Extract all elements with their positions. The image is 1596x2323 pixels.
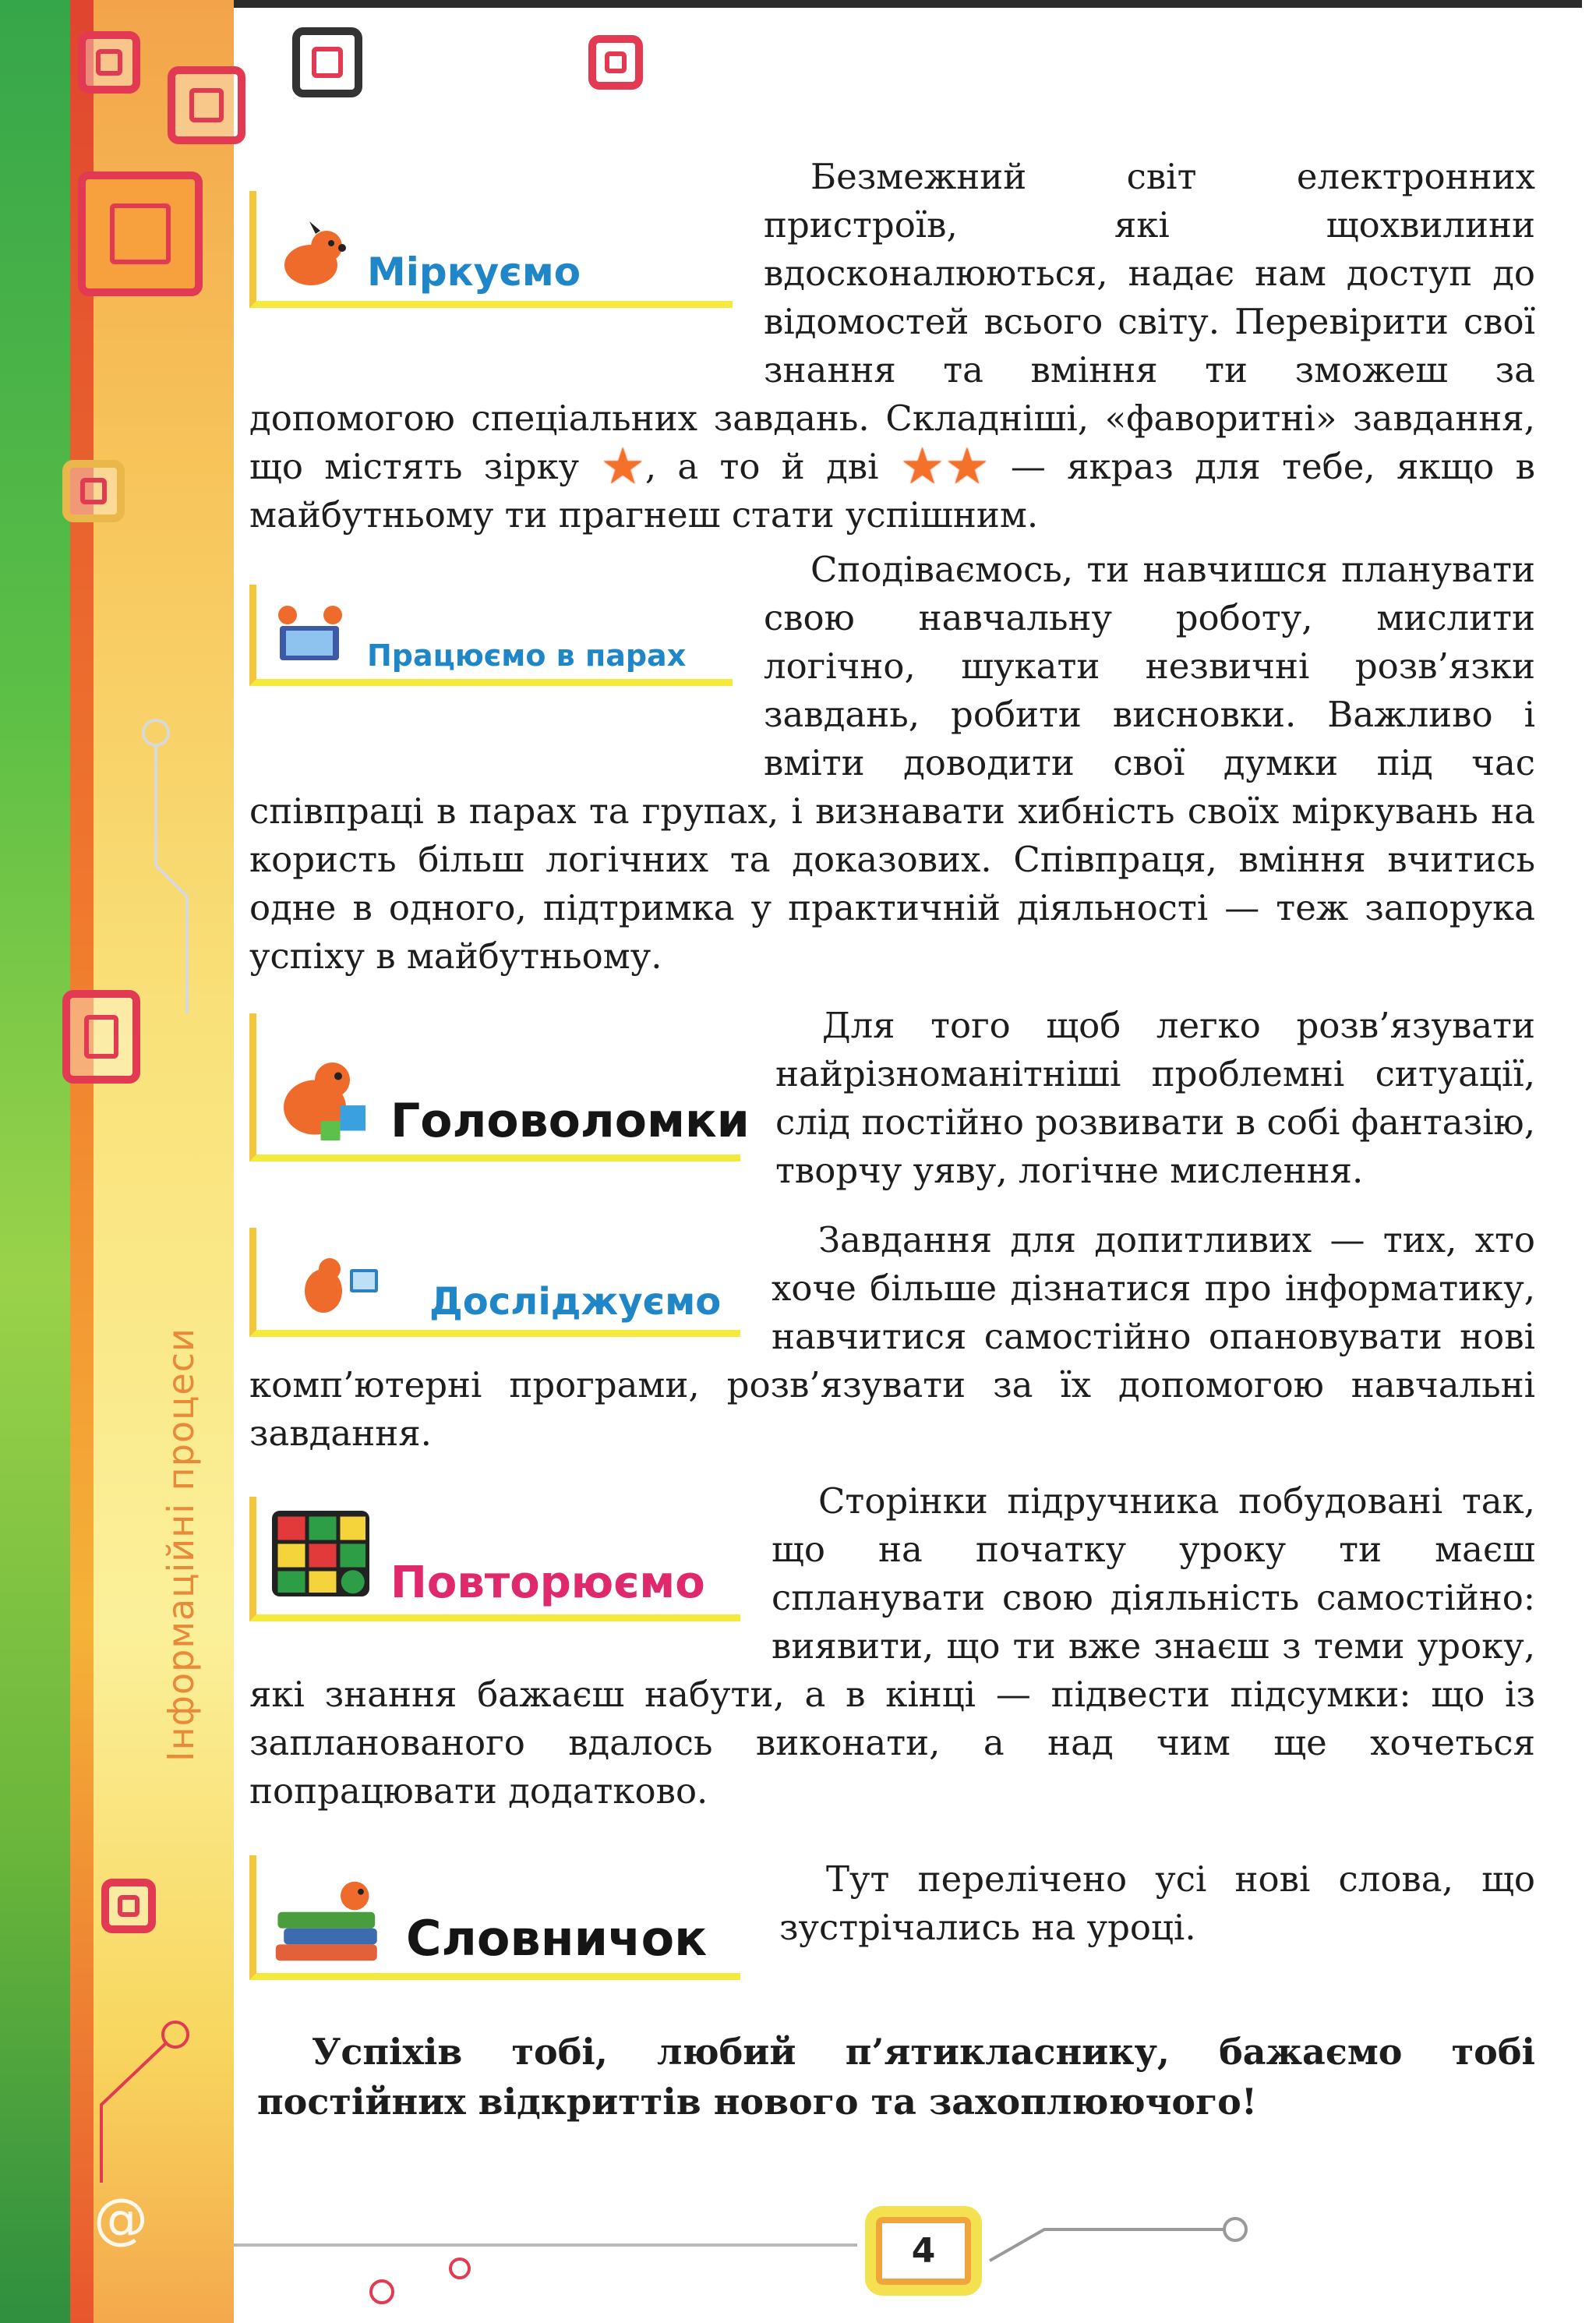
top-rule [234,0,1582,8]
decor-square-icon [62,460,125,522]
paragraph-slovnychok [779,1855,1535,1952]
page-number: 4 [911,2231,936,2271]
paragraph-text: Безмежний світ електронних пристроїв, які щохвилини вдосконалюються, надає нам доступ до відомостей всього світу. Перевірити свої знання та вміння ти зможеш за допомогою спеціальних завдань. Складніші, «фаворитні» завдання, що містять зірку [249,156,1535,487]
star-icon: ★ [600,438,645,496]
svg-text:@: @ [94,2187,148,2251]
decor-square-icon [78,31,140,94]
label-slovnychok [249,1855,740,1980]
side-caption: Інформаційні процеси [160,1328,202,1762]
label-text: Головоломки [390,1094,750,1148]
decor-square-icon [78,171,203,296]
decor-square-icon [292,27,362,97]
paragraph-text: — якраз для тебе, якщо в майбутньому ти прагнеш стати успішним. [249,446,1536,536]
paragraph-text: , а то й дві [644,446,879,487]
label-text: Міркуємо [367,249,581,295]
float-spacer [249,546,764,780]
decor-square-icon [588,35,643,90]
dog-with-puzzle-icon [264,1047,381,1148]
label-text: Працюємо в парах [367,638,687,673]
dog-on-books-icon [264,1865,397,1967]
decor-square-icon [168,66,245,144]
paragraph-text: Сподіваємось, ти навчишся планувати свою навчальну роботу, мислити логічно, шукати незвичні розв’язки завдань, робити висновки. Важливо і вміти доводити свої думки під час співпраці в парах та групах, і визнавати хибність своїх міркувань на користь більш логічних та доказових. Співпраця, вміння вчитись одне в одного, підтримка у практичній діяльності — теж запорука успіху в майбутньому. [249,549,1535,977]
label-text: Повторюємо [390,1558,705,1608]
label-text: Словничок [406,1910,708,1967]
paragraph-holovolomky [775,1002,1535,1195]
label-text: Досліджуємо [429,1280,722,1324]
paragraph-mirkuiemo [249,153,1535,539]
paragraph-pratsiuiemo [249,546,1535,981]
closing-wish: Успіхів тобі, любий п’ятикласнику, бажаємо тобі постійних відкриттів нового та захоплюючого! [257,2031,1535,2123]
paragraph-povtoriuiemo [249,1477,1535,1816]
float-spacer [249,1216,772,1356]
float-spacer [249,153,764,387]
side-red-stripe [70,0,94,2323]
paragraph-doslidzhuiemo [249,1216,1535,1458]
float-spacer [249,1477,772,1664]
paragraph-text: Для того щоб легко розв’язувати найрізноманітніші проблемні ситуації, слід постійно розвивати в собі фантазію, творчу уяву, логічне мислення. [775,1005,1535,1191]
star-icon: ★★ [899,438,990,496]
paragraph-text: Тут перелічено усі нові слова, що зустрічались на уроці. [779,1858,1535,1948]
paragraph-text: Сторінки підручника побудовані так, що на початку уроку ти маєш спланувати свою діяльність самостійно: виявити, що ти вже знаєш з теми уроку, які знання бажаєш набути, а в кінці — підвести підсумки: що із запланованого вдалось виконати, а над чим ще хочеться попрацювати додатково. [249,1480,1535,1812]
decor-square-icon [101,1879,156,1933]
page-number-badge [865,2206,982,2296]
label-holovolomky [249,1013,750,1162]
side-green-stripe [0,0,70,2323]
paragraph-text: Завдання для допитливих — тих, хто хоче більше дізнатися про інформатику, навчитися самостійно опановувати нові комп’ютерні програми, розв’язувати за їх допомогою навчальні завдання. [249,1219,1535,1454]
decor-square-icon [62,990,140,1084]
